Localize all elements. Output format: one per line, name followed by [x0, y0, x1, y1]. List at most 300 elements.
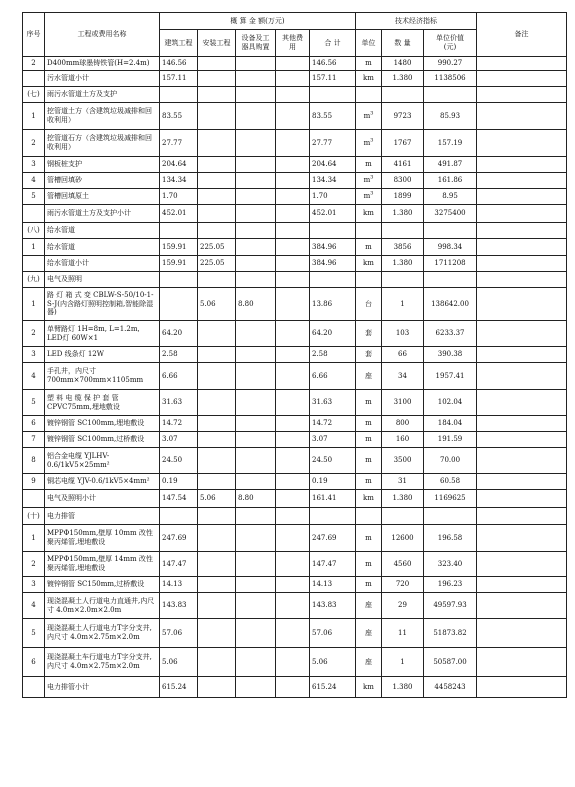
cell-unit-value: 6233.37	[424, 321, 477, 347]
cell-unit: $m^3$	[356, 189, 382, 205]
estimate-table	[22, 12, 567, 698]
section-row	[23, 272, 567, 288]
cell-unit-value: 138642.00	[424, 288, 477, 321]
cell-remark	[477, 363, 567, 390]
header-tech-group: 技术经济指标	[356, 13, 477, 30]
section-title: 给水管道	[45, 223, 160, 239]
cell-construction: 6.66	[160, 363, 198, 390]
cell-total: 6.66	[310, 363, 356, 390]
cell-remark	[477, 347, 567, 363]
cell-quantity: 66	[382, 347, 424, 363]
cell-name: 手孔井，内尺寸 700mm×700mm×1105mm	[45, 363, 160, 390]
table-row	[23, 474, 567, 490]
header-quantity: 数 量	[382, 30, 424, 57]
cell-construction: 31.63	[160, 390, 198, 416]
cell-unit-value: 196.23	[424, 577, 477, 593]
empty-cell	[276, 508, 310, 525]
cell-installation	[198, 552, 236, 577]
cell-quantity: 3856	[382, 239, 424, 256]
table-row	[23, 71, 567, 87]
cell-other	[276, 189, 310, 205]
table-row	[23, 490, 567, 508]
cell-unit-value: 8.95	[424, 189, 477, 205]
section-title: 雨污水管道土方及支护	[45, 87, 160, 103]
cell-installation	[198, 205, 236, 223]
section-seq: (九)	[23, 272, 45, 288]
cell-total: 2.58	[310, 347, 356, 363]
cell-name: 给水管道小计	[45, 256, 160, 272]
empty-cell	[424, 87, 477, 103]
empty-cell	[477, 223, 567, 239]
cell-unit: km	[356, 205, 382, 223]
empty-cell	[356, 272, 382, 288]
empty-cell	[356, 508, 382, 525]
cell-quantity: 31	[382, 474, 424, 490]
cell-other	[276, 57, 310, 71]
cell-other	[276, 130, 310, 157]
table-row	[23, 239, 567, 256]
cell-name: 给水管道	[45, 239, 160, 256]
cell-installation	[198, 157, 236, 173]
section-seq: (八)	[23, 223, 45, 239]
cell-other	[276, 390, 310, 416]
cell-other	[276, 288, 310, 321]
cell-equipment	[236, 157, 276, 173]
table-row	[23, 103, 567, 130]
section-title: 电气及照明	[45, 272, 160, 288]
cell-construction: 452.01	[160, 205, 198, 223]
cell-name: 电力排管小计	[45, 677, 160, 698]
cell-unit: km	[356, 256, 382, 272]
cell-total: 27.77	[310, 130, 356, 157]
cell-quantity: 1.380	[382, 677, 424, 698]
cell-remark	[477, 57, 567, 71]
cell-name: 污水管道小计	[45, 71, 160, 87]
table-row	[23, 205, 567, 223]
cell-seq: 4	[23, 593, 45, 619]
cell-equipment: 8.80	[236, 490, 276, 508]
cell-name: 现浇混凝土人行道电力直通井,内尺寸 4.0m×2.0m×2.0m	[45, 593, 160, 619]
cell-unit-value: 49597.93	[424, 593, 477, 619]
empty-cell	[236, 508, 276, 525]
cell-remark	[477, 256, 567, 272]
cell-total: 3.07	[310, 432, 356, 448]
cell-name: 管槽回填原土	[45, 189, 160, 205]
table-row	[23, 390, 567, 416]
cell-installation	[198, 390, 236, 416]
cell-installation	[198, 619, 236, 648]
cell-unit: 座	[356, 648, 382, 677]
cell-unit: 套	[356, 321, 382, 347]
cell-seq: 2	[23, 130, 45, 157]
cell-name: 雨污水管道土方及支护小计	[45, 205, 160, 223]
empty-cell	[236, 272, 276, 288]
cell-quantity: 1.380	[382, 205, 424, 223]
cell-construction: 146.56	[160, 57, 198, 71]
cell-equipment	[236, 205, 276, 223]
cell-quantity: 1.380	[382, 490, 424, 508]
cell-seq: 1	[23, 239, 45, 256]
cell-equipment	[236, 189, 276, 205]
section-row	[23, 508, 567, 525]
empty-cell	[276, 87, 310, 103]
cell-unit: m	[356, 577, 382, 593]
cell-other	[276, 347, 310, 363]
empty-cell	[276, 272, 310, 288]
empty-cell	[356, 87, 382, 103]
cell-equipment	[236, 619, 276, 648]
cell-quantity: 3500	[382, 448, 424, 474]
empty-cell	[310, 508, 356, 525]
empty-cell	[198, 272, 236, 288]
cell-unit-value: 85.93	[424, 103, 477, 130]
empty-cell	[198, 223, 236, 239]
table-row	[23, 256, 567, 272]
cell-unit: km	[356, 677, 382, 698]
cell-unit-value: 998.34	[424, 239, 477, 256]
cell-unit: $m^3$	[356, 103, 382, 130]
cell-quantity: 1480	[382, 57, 424, 71]
cell-installation	[198, 416, 236, 432]
header-other: 其他费 用	[276, 30, 310, 57]
cell-equipment	[236, 103, 276, 130]
empty-cell	[160, 223, 198, 239]
header-installation: 安装工程	[198, 30, 236, 57]
cell-other	[276, 321, 310, 347]
cell-quantity: 4161	[382, 157, 424, 173]
cell-name: 镀锌钢管 SC150mm,过桥敷设	[45, 577, 160, 593]
cell-equipment	[236, 474, 276, 490]
cell-seq: 5	[23, 619, 45, 648]
cell-installation	[198, 347, 236, 363]
cell-seq: 6	[23, 648, 45, 677]
cell-seq	[23, 205, 45, 223]
cell-other	[276, 71, 310, 87]
cell-seq: 6	[23, 416, 45, 432]
table-row	[23, 288, 567, 321]
cell-remark	[477, 648, 567, 677]
cell-construction: 83.55	[160, 103, 198, 130]
cell-total: 452.01	[310, 205, 356, 223]
cell-equipment	[236, 57, 276, 71]
header-remark: 备注	[477, 13, 567, 57]
cell-installation	[198, 173, 236, 189]
cell-seq	[23, 677, 45, 698]
cell-quantity: 1	[382, 648, 424, 677]
cell-remark	[477, 432, 567, 448]
cell-construction: 147.54	[160, 490, 198, 508]
cell-unit-value: 161.86	[424, 173, 477, 189]
estimate-table-container	[22, 12, 566, 698]
cell-seq	[23, 71, 45, 87]
cell-unit: m	[356, 57, 382, 71]
cell-unit-value: 157.19	[424, 130, 477, 157]
cell-other	[276, 416, 310, 432]
cell-unit-value: 50587.00	[424, 648, 477, 677]
cell-unit-value: 3275400	[424, 205, 477, 223]
cell-installation	[198, 593, 236, 619]
cell-remark	[477, 390, 567, 416]
cell-unit-value: 60.58	[424, 474, 477, 490]
empty-cell	[160, 272, 198, 288]
empty-cell	[382, 272, 424, 288]
cell-name: 镀锌钢管 SC100mm,埋地敷设	[45, 416, 160, 432]
cell-quantity: 9723	[382, 103, 424, 130]
cell-installation	[198, 103, 236, 130]
cell-other	[276, 205, 310, 223]
cell-construction: 14.72	[160, 416, 198, 432]
cell-other	[276, 256, 310, 272]
cell-equipment	[236, 577, 276, 593]
cell-quantity: 34	[382, 363, 424, 390]
empty-cell	[160, 87, 198, 103]
cell-seq: 4	[23, 363, 45, 390]
empty-cell	[382, 87, 424, 103]
table-row	[23, 157, 567, 173]
cell-installation	[198, 448, 236, 474]
table-row	[23, 173, 567, 189]
table-row	[23, 577, 567, 593]
empty-cell	[424, 272, 477, 288]
cell-unit-value: 196.58	[424, 525, 477, 552]
cell-unit: m	[356, 416, 382, 432]
cell-total: 14.72	[310, 416, 356, 432]
empty-cell	[477, 508, 567, 525]
empty-cell	[477, 272, 567, 288]
cell-name: 铜芯电缆 YJV-0.6/1kV5×4mm²	[45, 474, 160, 490]
cell-total: 24.50	[310, 448, 356, 474]
cell-other	[276, 593, 310, 619]
cell-unit-value: 1138506	[424, 71, 477, 87]
cell-name: 钢板桩支护	[45, 157, 160, 173]
cell-unit: 座	[356, 363, 382, 390]
cell-remark	[477, 448, 567, 474]
cell-total: 0.19	[310, 474, 356, 490]
cell-other	[276, 677, 310, 698]
cell-name: 镀锌钢管 SC100mm,过桥敷设	[45, 432, 160, 448]
cell-seq: 2	[23, 57, 45, 71]
cell-construction: 159.91	[160, 239, 198, 256]
cell-construction: 57.06	[160, 619, 198, 648]
cell-remark	[477, 157, 567, 173]
cell-construction: 134.34	[160, 173, 198, 189]
section-row	[23, 87, 567, 103]
cell-other	[276, 490, 310, 508]
cell-remark	[477, 321, 567, 347]
empty-cell	[382, 223, 424, 239]
cell-total: 31.63	[310, 390, 356, 416]
cell-seq: 3	[23, 577, 45, 593]
table-row	[23, 416, 567, 432]
empty-cell	[382, 508, 424, 525]
cell-unit: m	[356, 390, 382, 416]
cell-equipment	[236, 390, 276, 416]
cell-name: MPPΦ150mm,壁厚 14mm 改性聚丙烯管,埋地敷设	[45, 552, 160, 577]
cell-other	[276, 448, 310, 474]
cell-name: 单臂路灯 1H=8m, L=1.2m, LED灯 60W×1	[45, 321, 160, 347]
cell-name: LED 线条灯 12W	[45, 347, 160, 363]
cell-construction: 615.24	[160, 677, 198, 698]
cell-seq: 9	[23, 474, 45, 490]
table-row	[23, 619, 567, 648]
header-total: 合 计	[310, 30, 356, 57]
cell-construction: 147.47	[160, 552, 198, 577]
empty-cell	[477, 87, 567, 103]
table-row	[23, 593, 567, 619]
cell-construction: 204.64	[160, 157, 198, 173]
cell-construction	[160, 288, 198, 321]
cell-total: 143.83	[310, 593, 356, 619]
cell-total: 5.06	[310, 648, 356, 677]
cell-unit: m	[356, 474, 382, 490]
cell-construction: 64.20	[160, 321, 198, 347]
cell-equipment	[236, 593, 276, 619]
table-body	[23, 57, 567, 698]
header-unit-value: 单位价值 (元)	[424, 30, 477, 57]
cell-construction: 2.58	[160, 347, 198, 363]
table-row	[23, 363, 567, 390]
cell-name: 挖管道石方（含建筑垃圾减排和回收利用）	[45, 130, 160, 157]
table-row	[23, 347, 567, 363]
cell-name: 电气及照明小计	[45, 490, 160, 508]
cell-equipment	[236, 173, 276, 189]
cell-unit: 座	[356, 619, 382, 648]
table-row	[23, 189, 567, 205]
cell-construction: 159.91	[160, 256, 198, 272]
cell-quantity: 3100	[382, 390, 424, 416]
cell-installation	[198, 677, 236, 698]
cell-construction: 143.83	[160, 593, 198, 619]
cell-other	[276, 525, 310, 552]
cell-total: 384.96	[310, 239, 356, 256]
empty-cell	[160, 508, 198, 525]
cell-remark	[477, 130, 567, 157]
cell-unit-value: 1711208	[424, 256, 477, 272]
cell-unit: m	[356, 432, 382, 448]
cell-installation	[198, 189, 236, 205]
cell-total: 83.55	[310, 103, 356, 130]
cell-remark	[477, 577, 567, 593]
cell-installation	[198, 71, 236, 87]
cell-total: 146.56	[310, 57, 356, 71]
cell-seq: 3	[23, 157, 45, 173]
cell-seq: 1	[23, 288, 45, 321]
cell-total: 1.70	[310, 189, 356, 205]
cell-equipment	[236, 677, 276, 698]
cell-total: 57.06	[310, 619, 356, 648]
cell-construction: 157.11	[160, 71, 198, 87]
section-seq: (十)	[23, 508, 45, 525]
cell-seq: 5	[23, 390, 45, 416]
cell-remark	[477, 189, 567, 205]
cell-equipment: 8.80	[236, 288, 276, 321]
table-row	[23, 552, 567, 577]
cell-name: 现浇混凝土人行道电力T字分支井,内尺寸 4.0m×2.75m×2.0m	[45, 619, 160, 648]
cell-unit-value: 4458243	[424, 677, 477, 698]
cell-quantity: 8300	[382, 173, 424, 189]
cell-quantity: 1899	[382, 189, 424, 205]
cell-other	[276, 619, 310, 648]
cell-quantity: 103	[382, 321, 424, 347]
cell-unit: km	[356, 71, 382, 87]
cell-construction: 5.06	[160, 648, 198, 677]
cell-installation	[198, 577, 236, 593]
cell-quantity: 11	[382, 619, 424, 648]
cell-total: 134.34	[310, 173, 356, 189]
cell-name: 铝合金电缆 YJLHV-0.6/1kV5×25mm²	[45, 448, 160, 474]
cell-construction: 247.69	[160, 525, 198, 552]
cell-seq: 5	[23, 189, 45, 205]
cell-other	[276, 474, 310, 490]
empty-cell	[310, 272, 356, 288]
cell-total: 13.86	[310, 288, 356, 321]
cell-name: 管槽回填砂	[45, 173, 160, 189]
cell-unit-value: 390.38	[424, 347, 477, 363]
cell-unit: m	[356, 448, 382, 474]
header-construction: 建筑工程	[160, 30, 198, 57]
cell-unit: km	[356, 490, 382, 508]
cell-seq	[23, 490, 45, 508]
cell-name: 挖管道土方（含建筑垃圾减排和回收利用）	[45, 103, 160, 130]
cell-remark	[477, 416, 567, 432]
cell-remark	[477, 593, 567, 619]
cell-name: 现浇混凝土车行道电力T字分支井,内尺寸 4.0m×2.75m×2.0m	[45, 648, 160, 677]
cell-equipment	[236, 239, 276, 256]
cell-quantity: 800	[382, 416, 424, 432]
cell-quantity: 29	[382, 593, 424, 619]
cell-equipment	[236, 525, 276, 552]
cell-unit-value: 70.00	[424, 448, 477, 474]
cell-seq: 4	[23, 173, 45, 189]
empty-cell	[276, 223, 310, 239]
cell-installation: 225.05	[198, 256, 236, 272]
cell-unit-value: 1169625	[424, 490, 477, 508]
cell-unit: m	[356, 157, 382, 173]
cell-construction: 3.07	[160, 432, 198, 448]
cell-other	[276, 173, 310, 189]
empty-cell	[356, 223, 382, 239]
cell-unit-value: 323.40	[424, 552, 477, 577]
cell-unit-value: 191.59	[424, 432, 477, 448]
cell-installation	[198, 474, 236, 490]
cell-other	[276, 432, 310, 448]
cell-installation: 5.06	[198, 288, 236, 321]
header-equipment: 设备及工 器具购置	[236, 30, 276, 57]
cell-quantity: 1.380	[382, 256, 424, 272]
cell-construction: 24.50	[160, 448, 198, 474]
cell-construction: 27.77	[160, 130, 198, 157]
cell-total: 161.41	[310, 490, 356, 508]
cell-remark	[477, 490, 567, 508]
cell-unit: $m^3$	[356, 130, 382, 157]
cell-remark	[477, 205, 567, 223]
cell-construction: 0.19	[160, 474, 198, 490]
section-seq: (七)	[23, 87, 45, 103]
cell-total: 157.11	[310, 71, 356, 87]
cell-unit: 台	[356, 288, 382, 321]
cell-unit: $m^3$	[356, 173, 382, 189]
cell-unit-value: 51873.82	[424, 619, 477, 648]
empty-cell	[236, 87, 276, 103]
table-row	[23, 525, 567, 552]
cell-unit: m	[356, 552, 382, 577]
cell-equipment	[236, 448, 276, 474]
cell-unit-value: 491.87	[424, 157, 477, 173]
table-row	[23, 130, 567, 157]
empty-cell	[236, 223, 276, 239]
empty-cell	[198, 87, 236, 103]
cell-remark	[477, 239, 567, 256]
